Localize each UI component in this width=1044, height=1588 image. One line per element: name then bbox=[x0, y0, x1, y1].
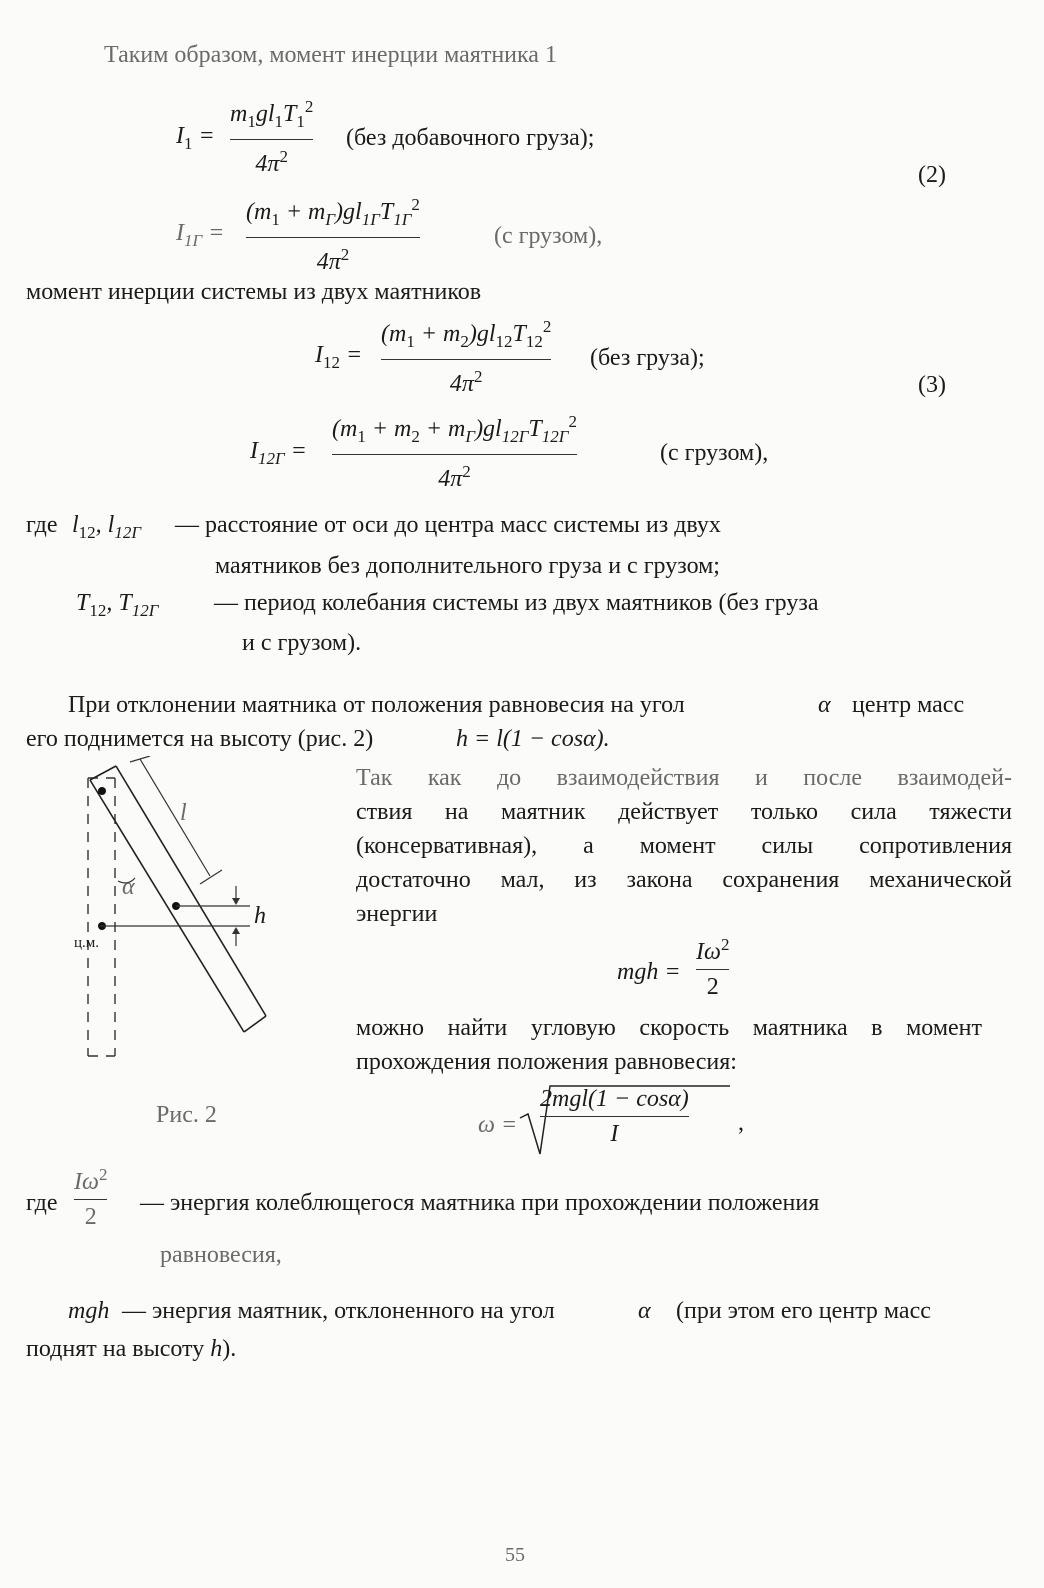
fig-label-cm: ц.м. bbox=[74, 935, 100, 951]
page-number: 55 bbox=[505, 1544, 525, 1566]
omega-lhs: ω = bbox=[478, 1112, 518, 1138]
eq3a-lhs: $I_{12}$ = bbox=[315, 342, 363, 372]
energy-note-line2: равновесия, bbox=[160, 1242, 282, 1268]
height-formula: h = l(1 − cosα). bbox=[456, 726, 610, 752]
right-line4: достаточно мал, из закона сохранения механической bbox=[356, 867, 1012, 893]
intro-line: Таким образом, момент инерции маятника 1 bbox=[104, 42, 557, 68]
where-t-symbols: $T_{12}$, $T_{12Г}$ bbox=[76, 590, 159, 620]
mgh-symbol: mgh bbox=[68, 1298, 110, 1324]
energy-note-line1: — энергия колеблющегося маятника при прохождении положения bbox=[140, 1190, 820, 1216]
system-line: момент инерции системы из двух маятников bbox=[26, 279, 482, 305]
para1-line1-end: центр масс bbox=[852, 692, 965, 718]
energy-eq-fraction: $I\omega^2$ 2 bbox=[696, 935, 730, 1000]
alpha-symbol: α bbox=[818, 692, 831, 718]
eq2b-note: (с грузом), bbox=[494, 223, 603, 249]
eq3a-note: (без груза); bbox=[590, 345, 705, 371]
eq3b-fraction: $(m_1 + m_2 + m_Г)gl_{12Г}T_{12Г}^2$ $4\pi^2$ bbox=[332, 412, 577, 492]
pivot-point bbox=[98, 787, 106, 795]
eq2-number: (2) bbox=[918, 162, 946, 188]
right-line3: (консервативная), а момент силы сопротивления bbox=[356, 833, 1012, 859]
right-line6: можно найти угловую скорость маятника в момент bbox=[356, 1015, 982, 1041]
eq2b-lhs: $I_{1Г}$ = bbox=[176, 220, 225, 250]
eq2a-note: (без добавочного груза); bbox=[346, 125, 595, 151]
where-l-line1: — расстояние от оси до центра масс системы из двух bbox=[175, 512, 721, 538]
mgh-note-line2: поднят на высоту h). bbox=[26, 1336, 237, 1362]
right-line2: ствия на маятник действует только сила тяжести bbox=[356, 799, 1012, 825]
where-t-line1: — период колебания системы из двух маятников (без груза bbox=[214, 590, 819, 616]
mgh-note-line1: — энергия маятник, отклоненного на угол bbox=[122, 1298, 555, 1324]
eq3a-fraction: $(m_1 + m_2)gl_{12}T_{12}^2$ $4\pi^2$ bbox=[381, 317, 552, 397]
right-line5: энергии bbox=[356, 901, 438, 927]
omega-comma: , bbox=[738, 1110, 744, 1136]
eq3b-lhs: $I_{12Г}$ = bbox=[250, 438, 307, 468]
para1-line1: При отклонении маятника от положения равновесия на угол bbox=[68, 692, 685, 718]
fig-label-l: l bbox=[180, 800, 187, 826]
fig-caption: Рис. 2 bbox=[156, 1102, 217, 1128]
para1-line2: его поднимется на высоту (рис. 2) bbox=[26, 726, 374, 752]
fig-label-alpha: α bbox=[122, 874, 135, 900]
energy-note-fraction: $I\omega^2$ 2 bbox=[74, 1165, 108, 1230]
eq2a-fraction: $m_1gl_1T_1^2$ $4\pi^2$ bbox=[230, 97, 314, 177]
mgh-note-line1-end: (при этом его центр масс bbox=[676, 1298, 931, 1324]
energy-eq-lhs: mgh = bbox=[617, 959, 681, 985]
where-t-line2: и с грузом). bbox=[242, 630, 362, 656]
where-l-line2: маятников без дополнительного груза и с грузом; bbox=[215, 553, 720, 579]
mgh-alpha-symbol: α bbox=[638, 1298, 651, 1324]
eq3-number: (3) bbox=[918, 372, 946, 398]
fig-label-h: h bbox=[254, 903, 266, 929]
energy-note-prefix: где bbox=[26, 1190, 58, 1216]
eq2a-lhs: $I_1$ = bbox=[176, 123, 215, 153]
right-line1: Так как до взаимодействия и после взаимодей- bbox=[356, 765, 1012, 791]
where-l-prefix: где bbox=[26, 512, 58, 538]
eq3b-note: (с грузом), bbox=[660, 440, 769, 466]
where-l-symbols: $l_{12}$, $l_{12Г}$ bbox=[72, 512, 142, 542]
omega-fraction: 2mgl(1 − cosα) I bbox=[540, 1086, 689, 1147]
pendulum-figure bbox=[60, 756, 350, 1076]
right-line7: прохождения положения равновесия: bbox=[356, 1049, 737, 1075]
eq2b-fraction: $(m_1 + m_Г)gl_{1Г}T_{1Г}^2$ $4\pi^2$ bbox=[246, 195, 420, 275]
